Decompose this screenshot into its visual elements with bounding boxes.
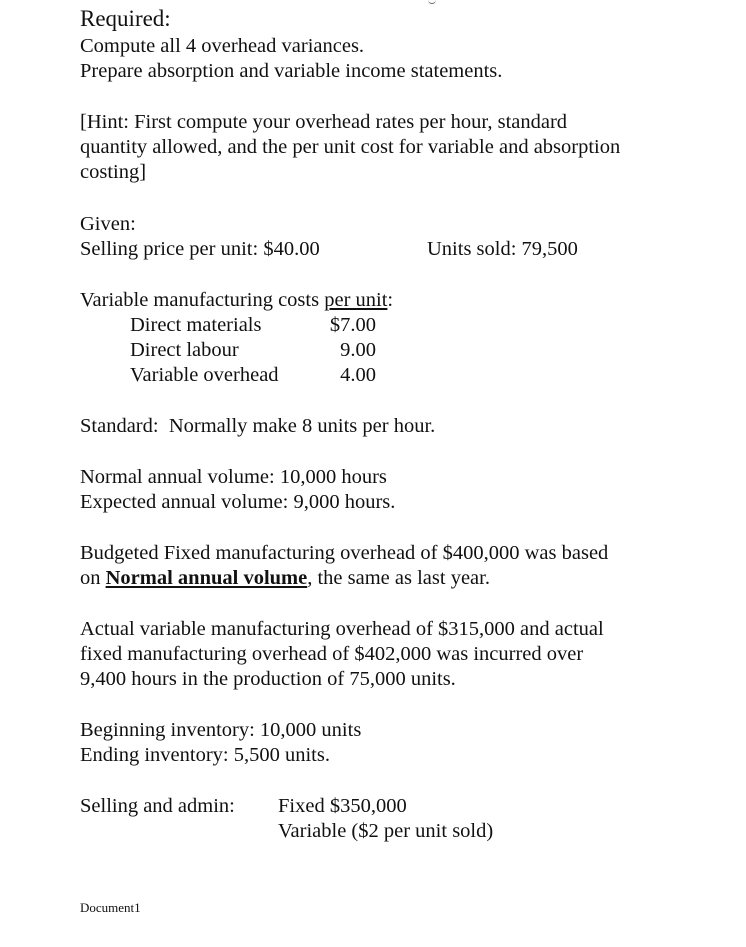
- ending-inventory: Ending inventory: 5,500 units.: [80, 744, 330, 766]
- cost-row: [130, 338, 376, 363]
- required-item-1: Compute all 4 overhead variances.: [80, 35, 365, 57]
- actual-line-2: fixed manufacturing overhead of $402,000 was incurred over: [80, 643, 584, 665]
- cost-label: Direct materials: [130, 314, 262, 336]
- budget-line-2: [80, 566, 490, 591]
- required-item-2: Prepare absorption and variable income statements.: [80, 60, 503, 82]
- cost-amount: 9.00: [340, 339, 376, 361]
- selling-admin-fixed: Fixed $350,000: [278, 795, 407, 817]
- normal-volume: Normal annual volume: 10,000 hours: [80, 466, 387, 488]
- normal-annual-volume-emphasis: Normal annual volume: [105, 567, 308, 589]
- expected-volume: Expected annual volume: 9,000 hours.: [80, 491, 396, 513]
- budget-line-2-prefix: on: [80, 567, 106, 589]
- variable-costs-heading-suffix: :: [387, 289, 394, 311]
- cost-label: Variable overhead: [130, 364, 279, 386]
- beginning-inventory: Beginning inventory: 10,000 units: [80, 719, 362, 741]
- actual-line-3: 9,400 hours in the production of 75,000 units.: [80, 668, 456, 690]
- cutoff-glyph: [428, 0, 436, 4]
- cost-row: [130, 313, 376, 338]
- selling-price: Selling price per unit: $40.00: [80, 238, 320, 260]
- cost-label: Direct labour: [130, 339, 239, 361]
- given-heading: Given:: [80, 213, 136, 235]
- selling-admin-label: Selling and admin:: [80, 795, 235, 817]
- document-footer: Document1: [80, 900, 141, 915]
- selling-admin-variable: Variable ($2 per unit sold): [278, 820, 494, 842]
- required-heading: Required:: [80, 6, 171, 31]
- budget-line-1: Budgeted Fixed manufacturing overhead of $400,000 was based: [80, 542, 609, 564]
- standard-line: Standard: Normally make 8 units per hour.: [80, 415, 436, 437]
- cost-row: [130, 363, 376, 388]
- hint-line-1: [Hint: First compute your overhead rates per hour, standard: [80, 111, 568, 133]
- budget-line-2-suffix: , the same as last year.: [307, 567, 490, 589]
- variable-costs-heading-prefix: Variable manufacturing costs: [80, 289, 325, 311]
- hint-line-2: quantity allowed, and the per unit cost for variable and absorption: [80, 136, 621, 158]
- hint-line-3: costing]: [80, 161, 147, 183]
- variable-costs-heading: [80, 288, 393, 313]
- units-sold: Units sold: 79,500: [427, 238, 578, 260]
- variable-costs-heading-underlined: per unit: [324, 289, 388, 311]
- cost-amount: 4.00: [340, 364, 376, 386]
- cost-amount: $7.00: [329, 314, 376, 336]
- actual-line-1: Actual variable manufacturing overhead of $315,000 and actual: [80, 618, 604, 640]
